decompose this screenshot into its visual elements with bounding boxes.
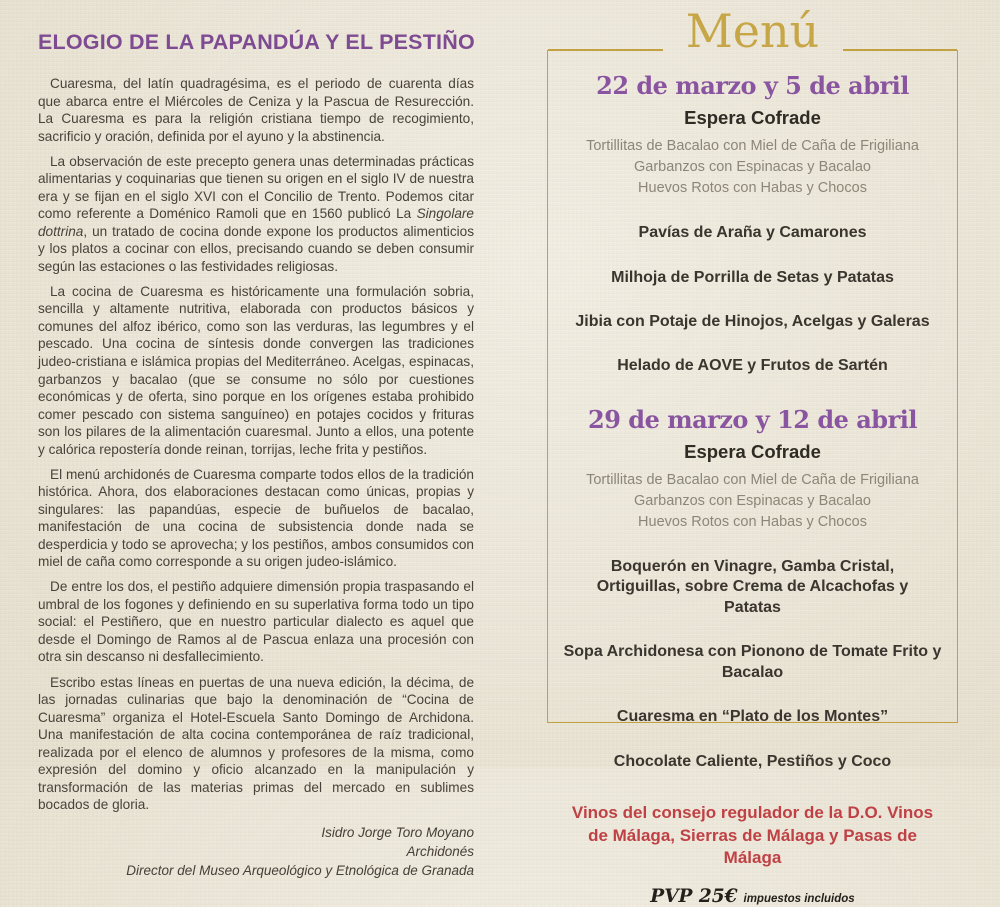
price-row bbox=[548, 886, 957, 907]
starter-item: Tortillitas de Bacalao con Miel de Caña de Frigiliana bbox=[586, 471, 919, 488]
author-name: Isidro Jorge Toro Moyano bbox=[321, 824, 474, 840]
paragraph-text: Cuaresma, del latín quadragésima, es el periodo de cuarenta días que abarca entre el Miércoles de Ceniza y la Pascua de Resurección. La Cuaresma es para la religión cristiana tiempo de recogimiento, sacrificio y oración, definida por el ayuno y la abstinencia. bbox=[38, 76, 474, 144]
paragraph-text: Escribo estas líneas en puertas de una nueva edición, la décima, de las jornadas culinarias que bajo la denominación de “Cocina de Cuaresma” organiza el Hotel-Escuela Santo Domingo de Archidona. Una manifestación de alta cocina contemporánea de raíz tradicional, realizada por el elenco de alumnos y profesores de la misma, como expresión del domino y oficio alcanzado en la manipulación y transformación de las materias primas del mercado en sublimes bocados de gloria. bbox=[38, 674, 474, 813]
article-paragraph bbox=[38, 75, 474, 145]
article-column bbox=[38, 30, 474, 880]
dish-list bbox=[548, 557, 957, 772]
starter-item: Garbanzos con Espinacas y Bacalao bbox=[634, 159, 871, 176]
menu-subtitle: Espera Cofrade bbox=[684, 107, 821, 128]
article-paragraph bbox=[38, 578, 474, 666]
paragraph-text: De entre los dos, el pestiño adquiere dimensión propia traspasando el umbral de los fogones y definiendo en su superlativa forma todo un tipo social: el Pestiñero, que en nuestro particular dialecto es aquel que desde el Domingo de Ramos al de Pascua enlaza una procesión con otra sin descanso ni desfallecimiento. bbox=[38, 579, 474, 665]
menu-date-heading: 22 de marzo y 5 de abril bbox=[596, 71, 909, 100]
menu-subtitle: Espera Cofrade bbox=[684, 440, 821, 462]
article-paragraph bbox=[38, 466, 474, 571]
starter-item: Huevos Rotos con Habas y Chocos bbox=[638, 180, 867, 197]
menu-date-heading: 29 de marzo y 12 de abril bbox=[588, 404, 917, 434]
dish-item: Cuaresma en “Plato de los Montes” bbox=[616, 708, 889, 726]
author-signature bbox=[38, 824, 474, 881]
dish-item: Helado de AOVE y Frutos de Sartén bbox=[617, 357, 888, 375]
book-title-italic: Singolare dottrina bbox=[38, 206, 474, 239]
article-title: ELOGIO DE LA PAPANDÚA Y EL PESTIÑO bbox=[38, 30, 475, 54]
menu-panel bbox=[547, 4, 958, 907]
starter-item: Garbanzos con Espinacas y Bacalao bbox=[634, 492, 871, 509]
menu-title: Menú bbox=[685, 4, 820, 58]
article-paragraph bbox=[38, 153, 474, 276]
menu-border-top-right bbox=[843, 49, 958, 51]
dish-item: Boquerón en Vinagre, Gamba Cristal, Ortiguillas, sobre Crema de Alcachofas y Patatas bbox=[596, 557, 909, 616]
dish-item: Pavías de Araña y Camarones bbox=[638, 224, 867, 242]
article-paragraph bbox=[38, 674, 474, 814]
author-title: Director del Museo Arqueológico y Etnológica de Granada bbox=[126, 862, 474, 878]
dish-item: Milhoja de Porrilla de Setas y Patatas bbox=[611, 268, 894, 286]
price-tax-note: impuestos incluidos bbox=[743, 892, 855, 905]
dish-item: Jibia con Potaje de Hinojos, Acelgas y Galeras bbox=[575, 312, 930, 330]
menu-section bbox=[548, 405, 957, 772]
dish-item: Sopa Archidonesa con Pionono de Tomate Frito y Bacalao bbox=[563, 643, 942, 681]
paragraph-text: La observación de este precepto genera unas determinadas prácticas alimentarias y coquinarias que tienen su origen en el siglo IV de nuestra era y se fijan en el siglo XVI con el Concilio de Trento. Podemos citar como referente a Doménico Ramoli que en 1560 publicó La bbox=[38, 153, 474, 222]
starter-item: Tortillitas de Bacalao con Miel de Caña de Frigiliana bbox=[586, 138, 919, 154]
dish-item: Chocolate Caliente, Pestiños y Coco bbox=[613, 752, 892, 770]
article-paragraph bbox=[38, 283, 474, 458]
starter-item: Huevos Rotos con Habas y Chocos bbox=[638, 513, 867, 530]
menu-border-top-left bbox=[548, 49, 663, 51]
menu-section bbox=[548, 71, 957, 377]
wine-note: Vinos del consejo regulador de la D.O. Vinos de Málaga, Sierras de Málaga y Pasas de Málaga bbox=[571, 803, 934, 868]
paragraph-text: El menú archidonés de Cuaresma comparte todos ellos de la tradición histórica. Ahora, dos elaboraciones destacan como únicas, propias y singulares: las papandúas, especie de buñuelos de bacalao, manifestación de una cocina de subsistencia donde nada se desperdicia y todo se aprovecha; y los pestiños, ambos consumidos con miel de caña como corresponde a su origen judeo-islámico. bbox=[38, 466, 474, 570]
price-value: PVP 25€ bbox=[650, 885, 738, 907]
paragraph-text: , un tratado de cocina donde expone los productos alimenticios y los platos a cocinar con ellos, precisando cuando se deben consumir según las estaciones o las festividades religiosas. bbox=[38, 223, 474, 274]
paragraph-text: La cocina de Cuaresma es históricamente una formulación sobria, sencilla y altamente nutritiva, elaborada con productos básicos y comunes del alfoz ibérico, como son las verduras, las legumbres y el pescado. Una cocina de síntesis donde convergen las tradiciones judeo-cristiana e islámica propias del Mediterráneo. Acelgas, espinacas, garbanzos y bacalao (que se consume no sólo por cuestiones económicas y de oferta, sino porque en los orígenes estaba prohibido comer pescado con sistema sanguíneo) en potajes cocidos y frituras son los pilares de la alimentación cuaresmal. Junto a ellos, una potente y calórica repostería donde reinan, torrijas, leche frita y pestiños. bbox=[38, 283, 474, 457]
dish-list bbox=[548, 223, 957, 377]
author-origin: Archidonés bbox=[406, 843, 474, 859]
